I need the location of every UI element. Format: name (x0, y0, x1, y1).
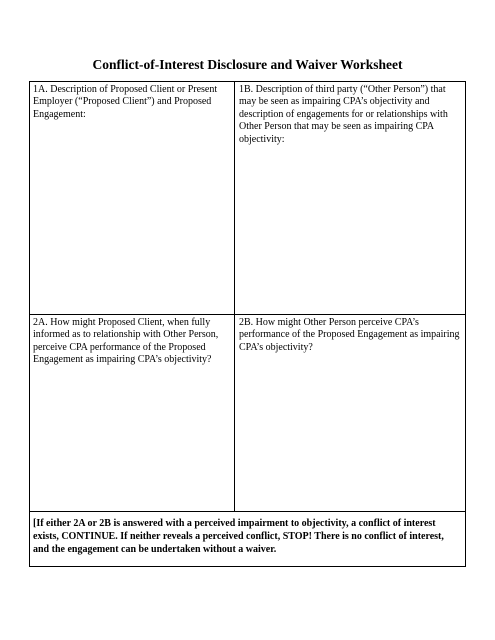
instruction-note (30, 512, 465, 566)
cell-2b-other-person-perception[interactable] (235, 315, 465, 512)
cell-2a-client-perception[interactable] (30, 315, 235, 512)
question-2a-text: 2A. How might Proposed Client, when fully informed as to relationship with Other Person, perceive CPA performance of the Proposed Engagement as impairing CPA’s objectivity? (33, 317, 219, 366)
worksheet-table (29, 81, 466, 567)
page-title: Conflict-of-Interest Disclosure and Waiver Worksheet (92, 57, 403, 72)
question-1b-text: 1B. Description of third party (“Other Person”) that may be seen as impairing CPA’s objectivity and description of engagements for or relationships with Other Person that may be seen as impairing CPA objectivity: (239, 84, 448, 145)
instruction-text: [If either 2A or 2B is answered with a perceived impairment to objectivity, a conflict of interest exists, CONTINUE. If neither reveals a perceived conflict, STOP! There is no conflict of interest, and the engagement can be undertaken without a waiver. (33, 518, 444, 555)
cell-1a-proposed-client[interactable] (30, 82, 235, 315)
cell-1b-other-person[interactable] (235, 82, 465, 315)
question-1a-text: 1A. Description of Proposed Client or Present Employer (“Proposed Client”) and Proposed Engagement: (33, 84, 218, 120)
question-2b-text: 2B. How might Other Person perceive CPA’s performance of the Proposed Engagement as impairing CPA’s objectivity? (239, 317, 460, 353)
